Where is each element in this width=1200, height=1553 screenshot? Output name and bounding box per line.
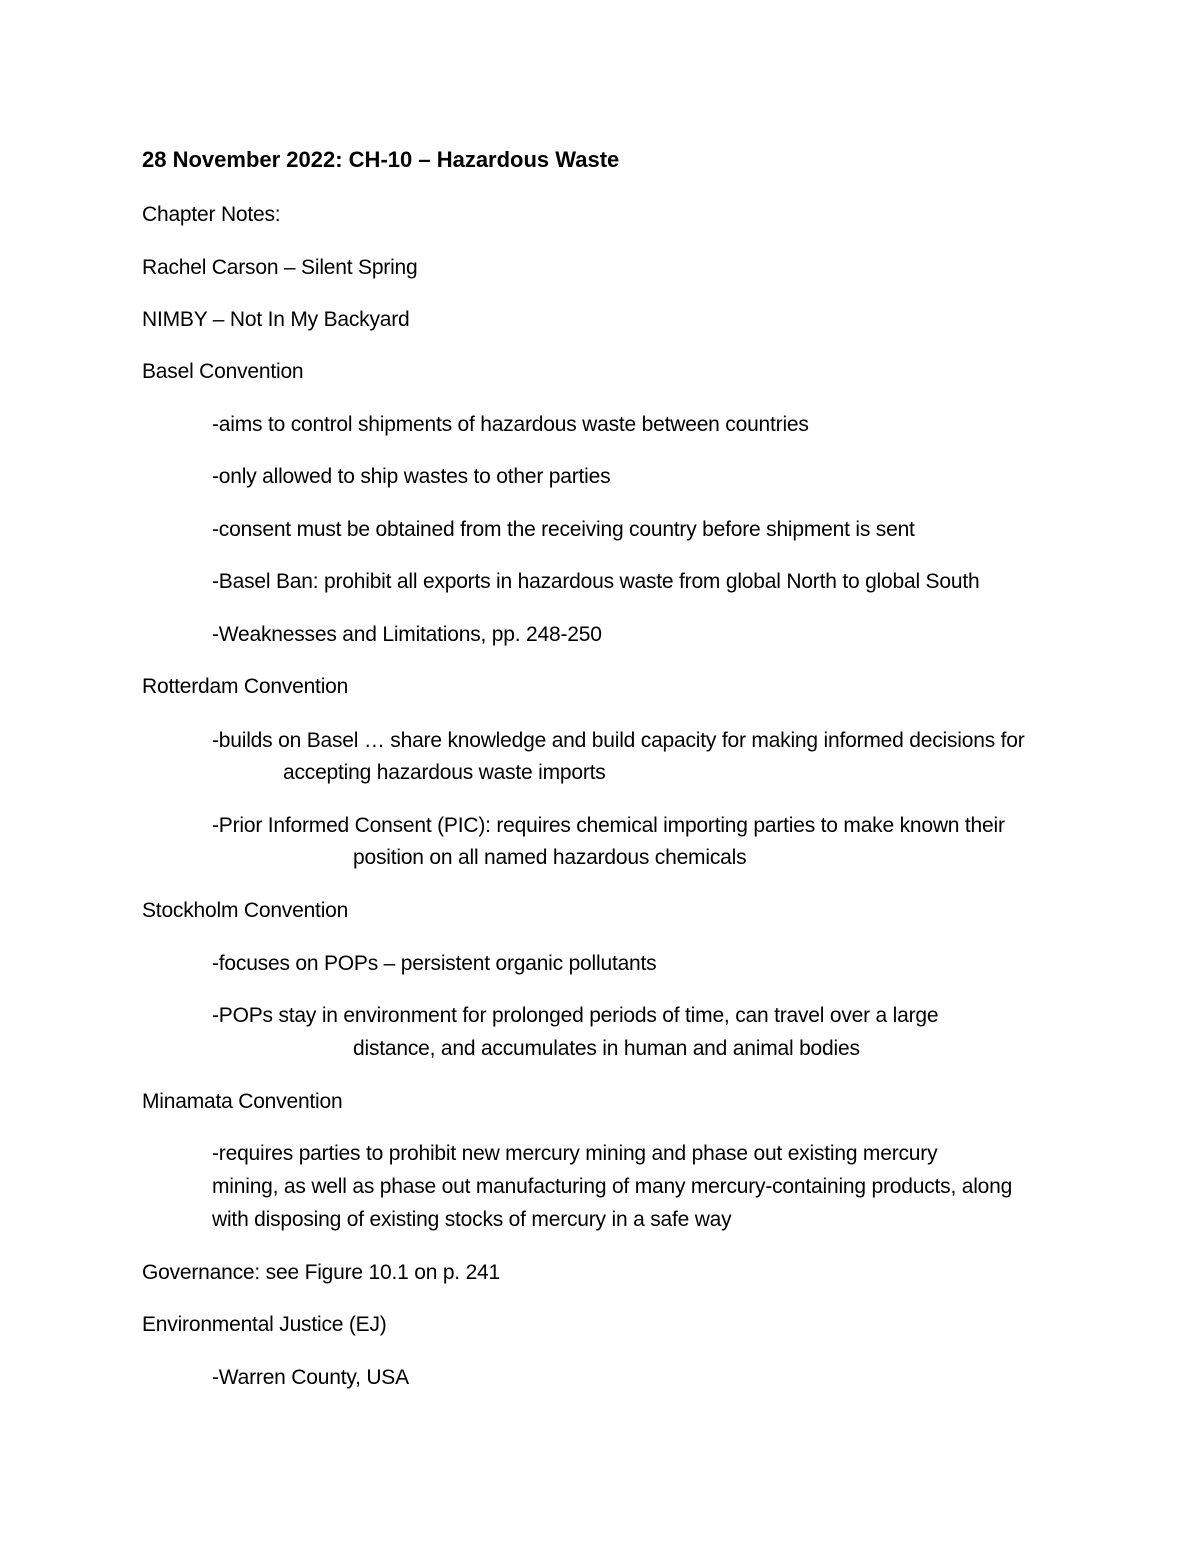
stockholm-item: -focuses on POPs – persistent organic pollutants (212, 952, 657, 975)
ej-heading: Environmental Justice (EJ) (142, 1313, 387, 1336)
basel-item: -Weaknesses and Limitations, pp. 248-250 (212, 623, 602, 646)
minamata-item: -requires parties to prohibit new mercury mining and phase out existing mercury (212, 1142, 938, 1165)
stockholm-item-continuation: distance, and accumulates in human and animal bodies (353, 1037, 860, 1060)
basel-item: -aims to control shipments of hazardous waste between countries (212, 413, 809, 436)
ej-item: -Warren County, USA (212, 1366, 409, 1389)
stockholm-heading: Stockholm Convention (142, 899, 349, 922)
rotterdam-item-continuation: accepting hazardous waste imports (283, 761, 606, 784)
basel-heading: Basel Convention (142, 360, 304, 383)
minamata-heading: Minamata Convention (142, 1090, 343, 1113)
minamata-item-continuation: mining, as well as phase out manufacturing of many mercury-containing products, along (212, 1175, 1013, 1198)
stockholm-item: -POPs stay in environment for prolonged periods of time, can travel over a large (212, 1004, 939, 1027)
basel-item: -Basel Ban: prohibit all exports in hazardous waste from global North to global South (212, 570, 980, 593)
basel-item: -only allowed to ship wastes to other parties (212, 465, 611, 488)
rotterdam-item: -Prior Informed Consent (PIC): requires chemical importing parties to make known their (212, 814, 1005, 837)
nimby-note: NIMBY – Not In My Backyard (142, 308, 410, 331)
rachel-carson-note: Rachel Carson – Silent Spring (142, 256, 418, 279)
basel-item: -consent must be obtained from the receiving country before shipment is sent (212, 518, 915, 541)
chapter-notes-label: Chapter Notes: (142, 203, 281, 226)
rotterdam-item: -builds on Basel … share knowledge and build capacity for making informed decisions for (212, 729, 1025, 752)
page-title: 28 November 2022: CH-10 – Hazardous Waste (142, 147, 620, 172)
governance-note: Governance: see Figure 10.1 on p. 241 (142, 1261, 501, 1284)
rotterdam-heading: Rotterdam Convention (142, 675, 349, 698)
rotterdam-item-continuation: position on all named hazardous chemicals (353, 846, 747, 869)
minamata-item-continuation: with disposing of existing stocks of mercury in a safe way (212, 1208, 732, 1231)
